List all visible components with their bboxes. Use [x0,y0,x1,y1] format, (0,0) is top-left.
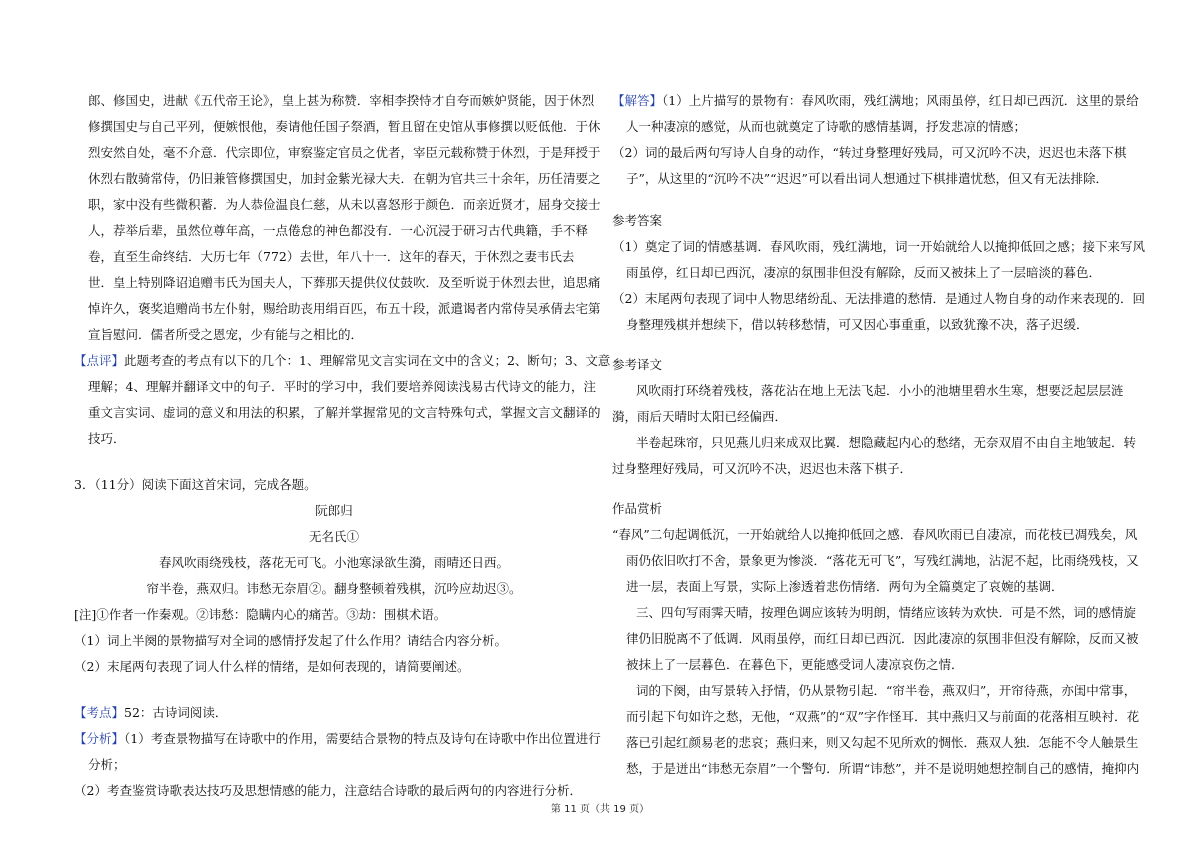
answer-line: 雨虽停，红日却已西沉，凄凉的氛围非但没有解除，反而又被抹上了一层暗淡的暮色． [626,265,1102,280]
kaodian-line [74,704,227,722]
fenxi-line [74,730,601,748]
translation-line: 风吹雨打环绕着残枝，落花沾在地上无法飞起．小小的池塘里碧水生寒，想要泛起层层涟 [636,383,1124,398]
poem-title: 阮郎归 [315,503,353,518]
body-line: 职，家中没有些微积蓄．为人恭俭温良仁慈，从未以喜怒形于颜色．而亲近贤才，屈身交接士 [88,197,601,212]
section-title: 参考译文 [612,357,663,372]
translation-line: 半卷起珠帘，只见燕儿归来成双比翼．想隐藏起内心的愁绪，无奈双眉不由自主地皱起．转 [636,435,1137,450]
question-intro: 3．（11分）阅读下面这首宋词，完成各题。 [74,477,317,492]
appreciation-line: “春风”二句起调低沉，一开始就给人以掩抑低回之感．春风吹雨已自凄凉，而花枝已凋残矣，风 [612,527,1138,542]
answer-line: （2）末尾两句表现了词中人物思绪纷乱、无法排遣的愁情．是通过人物自身的动作来表现的．回 [612,291,1145,306]
appreciation-line: 被抹上了一层暮色．在暮色下，更能感受词人凄凉哀伤之情． [626,657,964,672]
jieda-text: （1）上片描写的景物有：春风吹雨，残红满地；风雨虽停，红日却已西沉．这里的景给 [662,93,1139,108]
appreciation-line: 雨仍依旧吹打不舍，景象更为惨淡．“落花无可飞”，写残红满地，沾泥不起，比雨绕残枝，又 [626,553,1139,568]
translation-line: 漪，雨后天晴时太阳已经偏西． [612,409,788,424]
body-line: 世．皇上特别降诏追赠韦氏为国夫人，下葬那天提供仪仗鼓吹．及至听说于休烈去世，追思痛 [88,275,601,290]
jieda-line [612,92,1139,110]
comment-tag: 【点评】 [74,353,125,368]
jieda-line: 人一种凄凉的感觉，从而也就奠定了诗歌的感情基调，抒发悲凉的情感； [626,119,1027,134]
comment-line: 理解；4、理解并翻译文中的句子．平时的学习中，我们要培养阅读浅易古代诗文的能力，注 [88,379,596,394]
poem-note: [注]①作者一作秦观。②讳愁：隐瞒内心的痛苦。③劫：围棋术语。 [74,607,447,622]
appreciation-line: 词的下阕，由写景转入抒情，仍从景物引起．“帘半卷，燕双归”，开帘待燕，亦闺中常事， [636,683,1137,698]
appreciation-line: 而引起下句如许之愁，无他，“双燕”的“双”字作怪耳．其中燕归又与前面的花落相互映衬．花 [626,709,1140,724]
kaodian-text: 52：古诗词阅读． [124,705,228,720]
jieda-line: （2）词的最后两句写诗人自身的动作，“转过身整理好残局，可又沉吟不决，迟迟也未落下棋 [612,145,1127,160]
body-line: 烈安然自处，毫不介意．代宗即位，审察鉴定官员之优者，宰臣元载称赞于休烈，于是拜授于 [88,145,601,160]
appreciation-line: 三、四句写雨霁天晴，按理色调应该转为明朗，情绪应该转为欢快．可是不然，词的感情旋 [636,605,1137,620]
fenxi-line: （2）考查鉴赏诗歌表达技巧及思想情感的能力，注意结合诗歌的最后两句的内容进行分析． [74,783,582,798]
poem-author: 无名氏① [308,529,359,544]
comment-line: 重文言实词、虚词的意义和用法的积累，了解并掌握常见的文言特殊句式，掌握文言文翻译的 [88,405,601,420]
body-line: 人，荐举后辈，虽然位尊年高，一点倦怠的神色都没有．一心沉浸于研习古代典籍，手不释 [88,223,589,238]
question-1: （1）词上半阕的景物描写对全词的感情抒发起了什么作用？请结合内容分析。 [74,633,507,648]
comment-text: 此题考查的考点有以下的几个：1、理解常见文言实词在文中的含义；2、断句；3、文意 [124,353,611,368]
section-title: 作品赏析 [612,501,663,516]
poem-line: 帘半卷，燕双归。讳愁无奈眉②。翻身整顿着残棋，沉吟应劫迟③。 [146,581,522,596]
body-line: 悼许久，褒奖追赠尚书左仆射，赐给助丧用绢百匹，布五十段，派遣谒者内常侍吴承倩去宅第 [88,301,601,316]
appreciation-line: 进一层，表面上写景，实际上渗透着悲伤情绪．两句为全篇奠定了哀婉的基调． [626,579,1064,594]
appreciation-line: 落已引起红颜易老的悲哀；燕归来，则又勾起不见所欢的惆怅．燕双人独．怎能不令人触景生 [626,735,1139,750]
answer-line: （1）奠定了词的情感基调．春风吹雨，残红满地，词一开始就给人以掩抑低回之感；接下来写风 [612,239,1145,254]
fenxi-tag: 【分析】 [74,731,125,746]
question-2: （2）末尾两句表现了词人什么样的情绪，是如何表现的，请简要阐述。 [74,659,470,674]
kaodian-tag: 【考点】 [74,705,125,720]
body-line: 休烈右散骑常侍，仍旧兼管修撰国史，加封金紫光禄大夫．在朝为官共三十余年，历任清要之 [88,171,601,186]
fenxi-text: （1）考查景物描写在诗歌中的作用，需要结合景物的特点及诗句在诗歌中作出位置进行 [124,731,601,746]
poem-line: 春风吹雨绕残枝，落花无可飞。小池寒渌欲生漪，雨晴还日西。 [158,555,509,570]
body-line: 郎、修国史，进献《五代帝王论》，皇上甚为称赞．宰相李揆恃才自夸而嫉妒贤能，因于休烈 [88,93,595,108]
fenxi-line: 分析； [88,757,126,772]
body-line: 卷，直至生命终结．大历七年（772）去世，年八十一．这年的春天，于休烈之妻韦氏去 [88,249,575,264]
comment-line: 技巧． [88,431,126,446]
body-line: 修撰国史与自己平列，便嫉恨他，奏请他任国子祭酒，暂且留在史馆从事修撰以贬低他．于休 [88,119,601,134]
appreciation-line: 律仍旧脱离不了低调．风雨虽停，而红日却已西沉．因此凄凉的氛围非但没有解除，反而又被 [626,631,1139,646]
section-title: 参考答案 [612,213,663,228]
answer-line: 身整理残棋并想续下，借以转移愁情，可又因心事重重，以致犹豫不决，落子迟缓． [626,317,1089,332]
translation-line: 过身整理好残局，可又沉吟不决，迟迟也未落下棋子． [612,461,913,476]
jieda-line: 子”，从这里的“沉吟不决”“迟迟”可以看出词人想通过下棋排遣忧愁，但又有无法排除． [626,171,1108,186]
body-line: 宣旨慰问．儒者所受之恩宠，少有能与之相比的． [88,327,364,342]
page-footer: 第 11 页（共 19 页） [550,804,650,815]
appreciation-line: 愁，于是迸出“讳愁无奈眉”一个警句．所谓“讳愁”，并不是说明她想控制自己的感情，掩抑内 [626,761,1140,776]
jieda-tag: 【解答】 [612,93,663,108]
comment-line [74,352,610,370]
